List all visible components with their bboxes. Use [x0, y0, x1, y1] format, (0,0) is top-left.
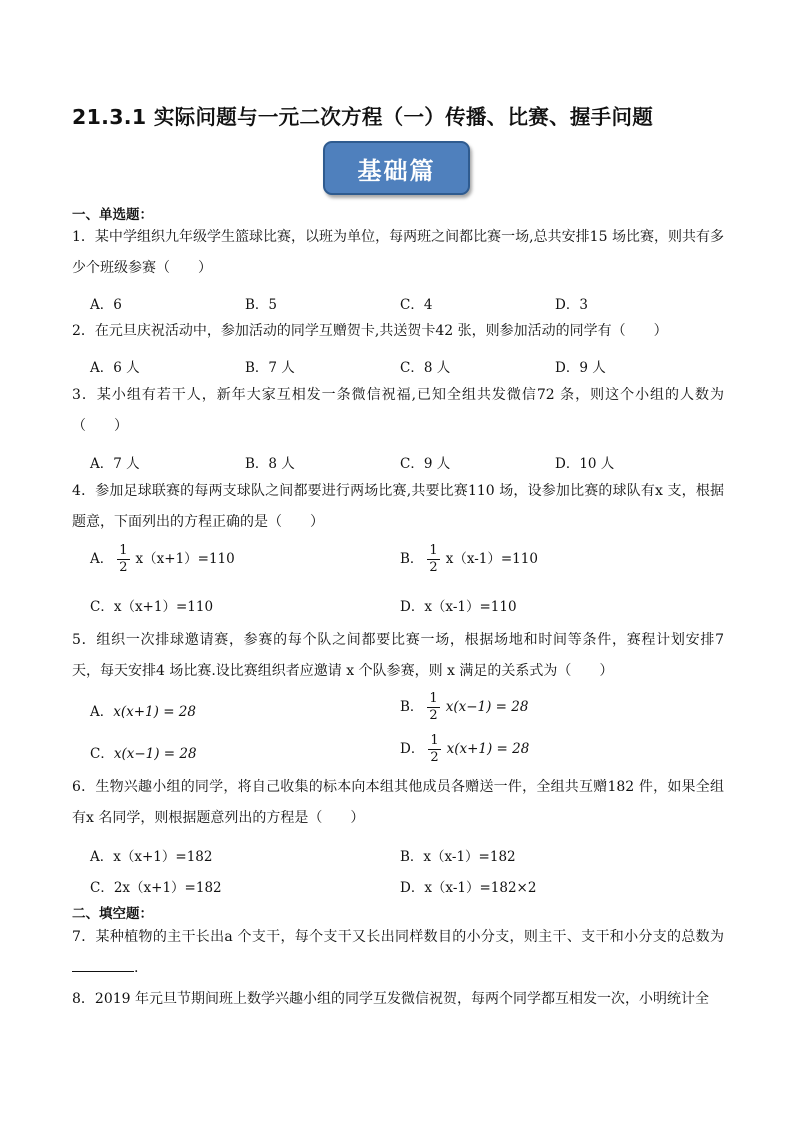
q4-option-a: [90, 543, 235, 576]
question-2: 2．在元旦庆祝活动中，参加活动的同学互赠贺卡,共送贺卡42 张，则参加活动的同学有（ ）: [72, 323, 668, 339]
q3-option-d: D．10 人: [555, 456, 615, 472]
fraction-denominator: 2: [119, 560, 128, 575]
q4-option-b: [400, 543, 538, 576]
question-4: 4．参加足球联赛的每两支球队之间都要进行两场比赛,共要比赛110 场，设参加比赛的球队有x 支，根据题意，下面列出的方程正确的是（ ）: [72, 483, 724, 530]
fraction-numerator: 1: [430, 733, 439, 748]
q6-option-a: A．x（x+1）=182: [90, 849, 213, 865]
q5-option-d-fraction: [428, 733, 440, 766]
question-7-tail: .: [134, 960, 139, 976]
q5-option-c: [90, 742, 197, 762]
q4-option-c: C．x（x+1）=110: [90, 599, 214, 615]
fraction-denominator: 2: [429, 708, 438, 723]
level-badge: 基础篇: [323, 141, 470, 195]
q6-option-c: C．2x（x+1）=182: [90, 880, 222, 896]
q5-option-c-expression: x(x−1) = 28: [113, 746, 197, 762]
q5-option-b-expression: x(x−1) = 28: [445, 699, 529, 715]
q3-option-c: C．9 人: [400, 456, 451, 472]
q4-option-a-fraction: [117, 543, 129, 576]
q5-option-b: [400, 691, 528, 724]
q5-option-b-label: B．: [400, 699, 424, 715]
q1-option-c: C．4: [400, 297, 433, 313]
q2-option-b: B．7 人: [245, 360, 295, 376]
q3-option-a: A．7 人: [90, 456, 140, 472]
answer-blank: [72, 957, 134, 972]
q4-option-a-label: A．: [90, 551, 114, 567]
q4-option-b-label: B．: [400, 551, 424, 567]
question-3: 3．某小组有若干人，新年大家互相发一条微信祝福,已知全组共发微信72 条，则这个小组的人数为（ ）: [72, 387, 724, 434]
q2-option-c: C．8 人: [400, 360, 451, 376]
question-1: 1．某中学组织九年级学生篮球比赛，以班为单位，每两班之间都比赛一场,总共安排15 场比赛，则共有多少个班级参赛（ ）: [72, 229, 724, 276]
q5-option-a-label: A．: [90, 704, 114, 720]
q5-option-d-expression: x(x+1) = 28: [446, 741, 530, 757]
question-5: 5．组织一次排球邀请赛，参赛的每个队之间都要比赛一场，根据场地和时间等条件，赛程计划安排7 天，每天安排4 场比赛.设比赛组织者应邀请 x 个队参赛，则 x 满足的关系式为（ ）: [72, 632, 724, 679]
q1-option-a: A．6: [90, 297, 122, 313]
q5-option-d: [400, 733, 529, 766]
section-heading-fill-blank: 二、填空题：: [72, 906, 153, 922]
section-heading-single-choice: 一、单选题：: [72, 207, 153, 223]
q5-option-a-expression: x(x+1) = 28: [113, 704, 196, 720]
fraction-denominator: 2: [430, 750, 439, 765]
q5-option-a: [90, 700, 196, 720]
q3-option-b: B．8 人: [245, 456, 295, 472]
fraction-numerator: 1: [429, 691, 438, 706]
q4-option-b-fraction: [427, 543, 439, 576]
q5-option-d-label: D．: [400, 741, 425, 757]
q6-option-d: D．x（x-1）=182×2: [400, 880, 537, 896]
q4-option-a-expression: x（x+1）=110: [135, 551, 235, 567]
fraction-numerator: 1: [119, 543, 128, 558]
q1-option-b: B．5: [245, 297, 278, 313]
fraction-numerator: 1: [429, 543, 438, 558]
q5-option-b-fraction: [427, 691, 439, 724]
question-8: 8．2019 年元旦节期间班上数学兴趣小组的同学互发微信祝贺，每两个同学都互相发一次，小明统计全: [72, 991, 709, 1007]
q2-option-a: A．6 人: [90, 360, 140, 376]
q5-option-c-label: C．: [90, 746, 114, 762]
q2-option-d: D．9 人: [555, 360, 606, 376]
question-6: 6．生物兴趣小组的同学，将自己收集的标本向本组其他成员各赠送一件，全组共互赠182 件，如果全组有x 名同学，则根据题意列出的方程是（ ）: [72, 779, 724, 826]
fraction-denominator: 2: [429, 560, 438, 575]
q4-option-d: D．x（x-1）=110: [400, 599, 517, 615]
question-7-text: 7．某种植物的主干长出a 个支干，每个支干又长出同样数目的小分支，则主干、支干和小分支的总数为: [72, 929, 724, 945]
q1-option-d: D．3: [555, 297, 588, 313]
page-title: 21.3.1 实际问题与一元二次方程（一）传播、比赛、握手问题: [72, 105, 654, 129]
question-7: [72, 922, 724, 984]
q4-option-b-expression: x（x-1）=110: [445, 551, 538, 567]
q6-option-b: B．x（x-1）=182: [400, 849, 516, 865]
